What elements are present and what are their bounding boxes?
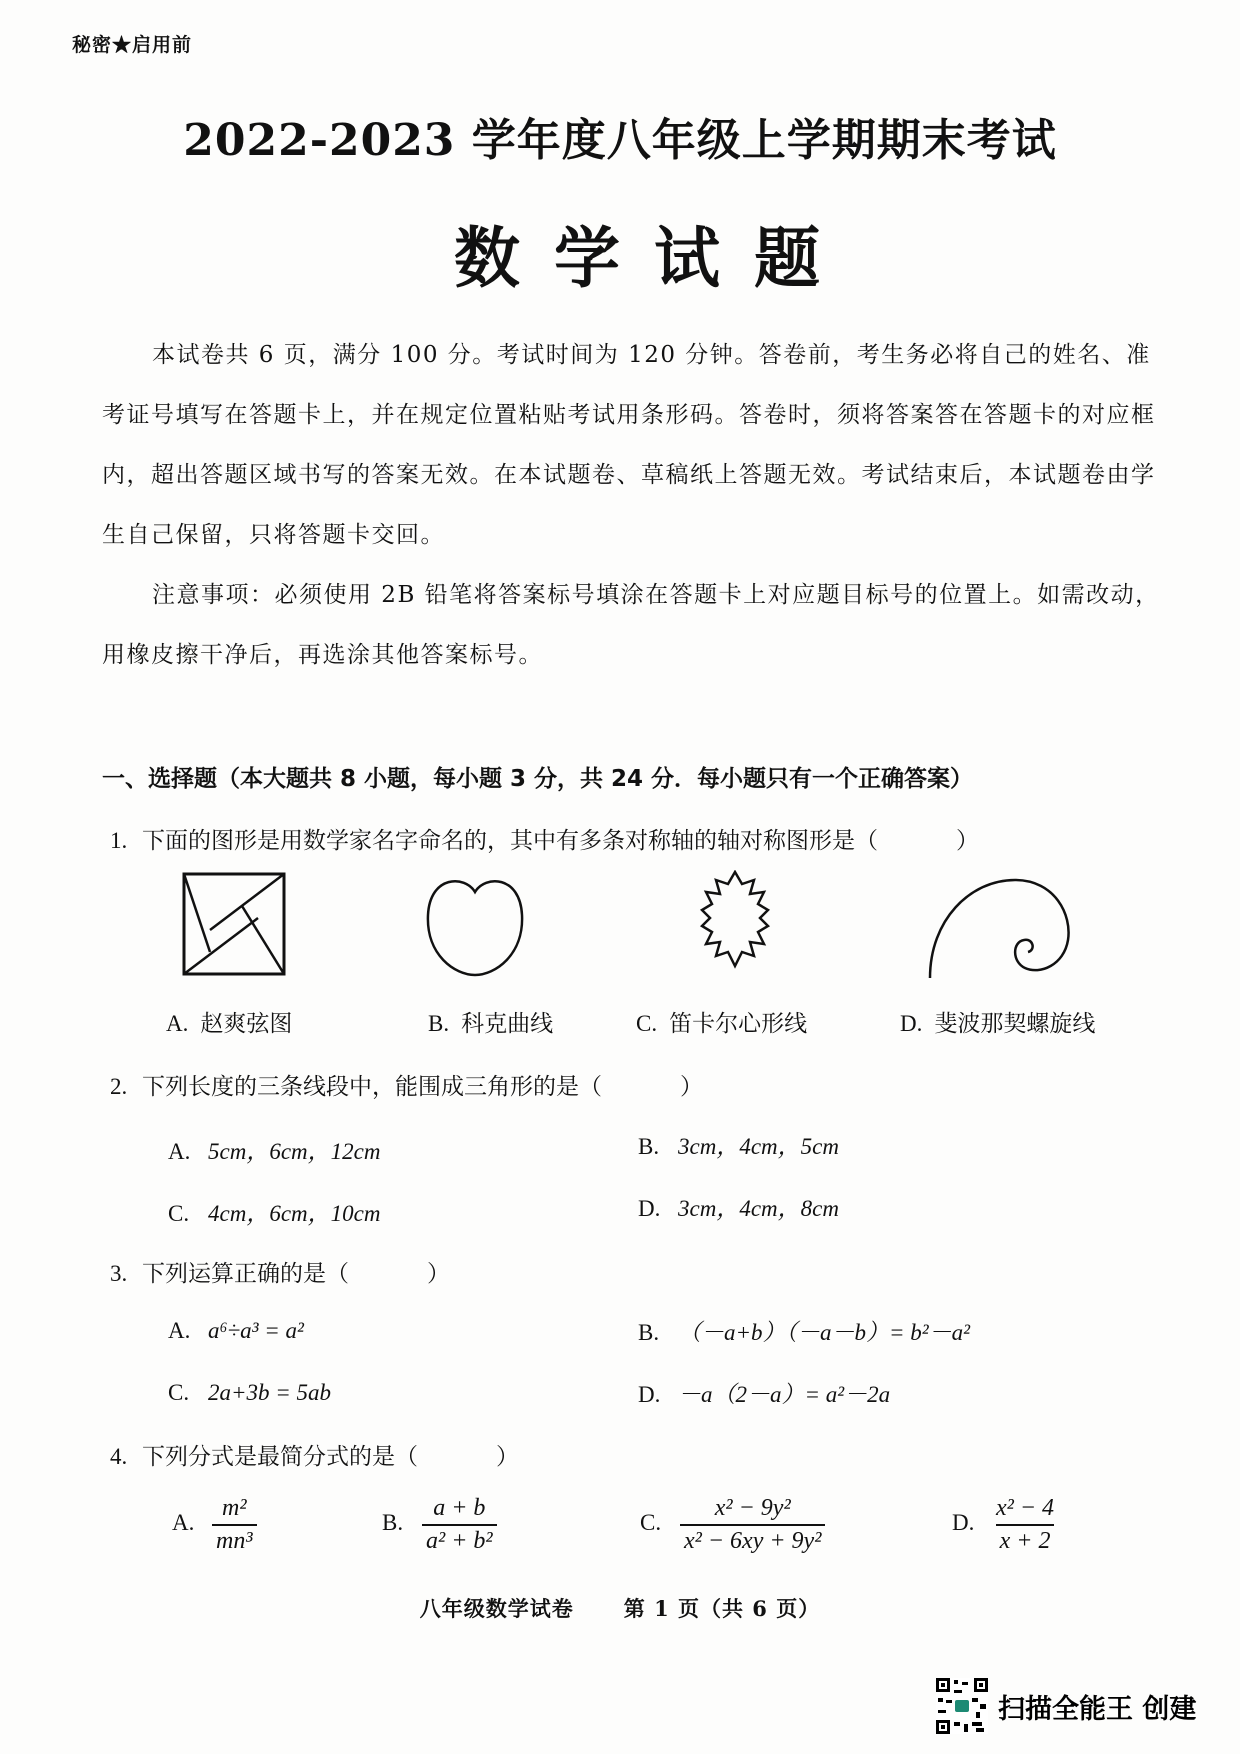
numerator: x² − 9y² [714, 1495, 791, 1521]
option-label: D. [638, 1382, 661, 1407]
instructions-text: 本试卷共 6 页，满分 100 分。考试时间为 120 分钟。答卷前，考生务必将自己的姓名、准考证号填写在答题卡上，并在规定位置粘贴考试用条形码。答卷时，须将答案答在答题卡的对应框内，超出答题区域书写的答案无效。在本试题卷、草稿纸上答题无效。考试结束后，本试题卷由学生自己保留，只将答题卡交回。 [102, 342, 1156, 548]
option-text: 笛卡尔心形线 [669, 1011, 808, 1037]
option-text: 3cm，4cm，5cm [678, 1134, 839, 1159]
option-text: 5cm，6cm，12cm [208, 1139, 381, 1164]
paper-name: 八年级数学试卷 [419, 1596, 574, 1621]
q2-option-c [168, 1195, 380, 1228]
answer-paren-close: ） [680, 1074, 703, 1100]
question-1 [110, 822, 979, 855]
answer-paren-close: ） [956, 828, 979, 854]
option-label: C. [168, 1201, 190, 1226]
q2-option-a [168, 1133, 380, 1166]
question-2 [110, 1068, 703, 1101]
question-4 [110, 1438, 519, 1471]
zhao-shuang-chord-diagram-icon [180, 870, 290, 980]
fraction [212, 1495, 257, 1555]
option-text: －a（2－a）= a²－2a [678, 1382, 891, 1407]
option-label: D. [952, 1510, 975, 1536]
option-text: 4cm，6cm，10cm [208, 1201, 381, 1226]
instructions-paragraph [102, 325, 1162, 565]
option-text: 2a+3b = 5ab [208, 1380, 332, 1405]
question-number: 3. [110, 1261, 128, 1286]
question-stem: 下列长度的三条线段中，能围成三角形的是（ [142, 1074, 602, 1100]
option-text: a⁶÷a³ = a² [208, 1318, 304, 1343]
question-number: 4. [110, 1444, 128, 1469]
numerator: m² [222, 1495, 247, 1521]
option-text: 斐波那契螺旋线 [934, 1011, 1096, 1037]
exam-subject: 数学试题 [454, 219, 854, 297]
confidential-label: 秘密★启用前 [72, 34, 193, 56]
answer-paren-close: ） [427, 1261, 450, 1287]
q1-option-a [166, 1005, 292, 1038]
question-stem: 下面的图形是用数学家名字命名的，其中有多条对称轴的轴对称图形是（ [142, 828, 878, 854]
option-label: C. [636, 1011, 658, 1036]
q3-option-a [168, 1318, 304, 1344]
page-number: 第 1 页（共 6 页） [623, 1596, 821, 1621]
option-label: C. [640, 1510, 662, 1536]
option-label: A. [172, 1510, 195, 1536]
numerator: a + b [433, 1495, 486, 1521]
answer-paren-close: ） [496, 1444, 519, 1470]
fraction [992, 1495, 1058, 1555]
notes-text: 注意事项：必须使用 2B 铅笔将答案标号填涂在答题卡上对应题目标号的位置上。如需改动，用橡皮擦干净后，再选涂其他答案标号。 [102, 582, 1160, 668]
watermark-text: 扫描全能王 创建 [998, 1693, 1197, 1725]
q3-option-b [638, 1314, 970, 1347]
q2-option-b [638, 1128, 839, 1161]
option-label: A. [168, 1318, 191, 1343]
notes-paragraph [102, 565, 1162, 685]
scanner-watermark [936, 1678, 1196, 1734]
qr-code-icon [936, 1678, 988, 1734]
q4-option-a [172, 1495, 257, 1555]
option-text: 3cm，4cm，8cm [678, 1196, 839, 1221]
option-text: 科克曲线 [461, 1011, 554, 1037]
option-label: B. [638, 1320, 660, 1345]
exam-title: 2022-2023 学年度八年级上学期期末考试 [183, 115, 1057, 166]
q4-option-c [640, 1495, 825, 1555]
option-label: B. [382, 1510, 404, 1536]
question-stem: 下列运算正确的是（ [142, 1261, 349, 1287]
option-label: B. [428, 1011, 450, 1036]
numerator: x² − 4 [996, 1495, 1055, 1521]
q1-option-b [428, 1005, 553, 1038]
q4-option-d [952, 1495, 1058, 1555]
option-text: （－a+b）（－a－b）= b²－a² [678, 1320, 971, 1345]
q3-option-d [638, 1376, 890, 1409]
option-text: 赵爽弦图 [200, 1011, 293, 1037]
koch-snowflake-icon [680, 870, 790, 980]
q1-option-c [636, 1005, 807, 1038]
option-label: A. [168, 1139, 191, 1164]
question-3 [110, 1255, 450, 1288]
denominator: x² − 6xy + 9y² [680, 1524, 825, 1555]
option-label: A. [166, 1011, 189, 1036]
page-footer [0, 1593, 1240, 1623]
option-label: D. [638, 1196, 661, 1221]
question-stem: 下列分式是最简分式的是（ [142, 1444, 418, 1470]
option-label: D. [900, 1011, 923, 1036]
q2-option-d [638, 1190, 839, 1223]
fraction [422, 1495, 497, 1555]
fibonacci-spiral-icon [920, 870, 1080, 980]
fraction [680, 1495, 825, 1555]
cardioid-icon [420, 870, 530, 980]
denominator: a² + b² [422, 1524, 497, 1555]
denominator: mn³ [212, 1524, 257, 1555]
question-number: 1. [110, 828, 128, 853]
q3-option-c [168, 1380, 331, 1406]
q4-option-b [382, 1495, 497, 1555]
denominator: x + 2 [996, 1524, 1055, 1555]
section-heading-multiple-choice: 一、选择题（本大题共 8 小题，每小题 3 分，共 24 分．每小题只有一个正确答案） [102, 766, 974, 792]
option-label: B. [638, 1134, 660, 1159]
option-label: C. [168, 1380, 190, 1405]
q1-option-d [900, 1005, 1095, 1038]
question-number: 2. [110, 1074, 128, 1099]
